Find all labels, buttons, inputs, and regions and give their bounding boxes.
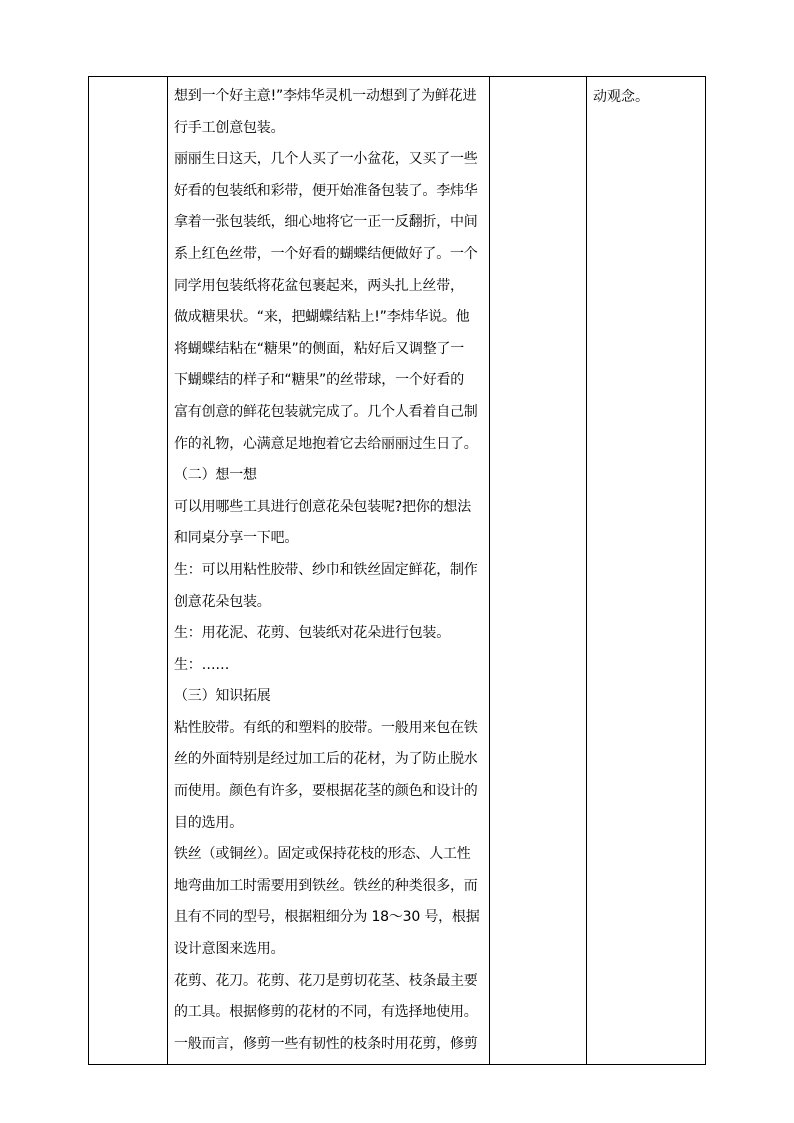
text-line: 粘性胶带。有纸的和塑料的胶带。一般用来包在铁: [174, 719, 478, 736]
text-line: 行手工创意包装。: [174, 119, 285, 136]
text-line: 设计意图来选用。: [174, 941, 285, 958]
text-line: 花剪、花刀。花剪、花刀是剪切花茎、枝条最主要: [174, 972, 478, 989]
column-stage: [89, 77, 168, 1064]
text-line: 富有创意的鲜花包装就完成了。几个人看着自己制: [174, 403, 478, 420]
text-line: 将蝴蝶结粘在“糖果”的侧面，粘好后又调整了一: [174, 340, 465, 357]
text-line: 系上红色丝带，一个好看的蝴蝶结便做好了。一个: [174, 245, 478, 262]
text-line: 和同桌分享一下吧。: [174, 530, 299, 547]
text-line: 地弯曲加工时需要用到铁丝。铁丝的种类很多，而: [174, 877, 478, 894]
text-line: 想到一个好主意!”李炜华灵机一动想到了为鲜花进: [174, 88, 477, 104]
text-line: 丝的外面特别是经过加工后的花材，为了防止脱水: [174, 751, 478, 768]
text-line: 而使用。颜色有许多，要根据花茎的颜色和设计的: [174, 783, 478, 800]
text-line: 一般而言，修剪一些有韧性的枝条时用花剪，修剪: [174, 1035, 478, 1052]
column-student-activity: [490, 77, 587, 1064]
text-line: 生：……: [174, 656, 230, 673]
text-line: （三）知识拓展: [174, 688, 271, 705]
text-line: （二）想一想: [174, 467, 257, 484]
text-line: 同学用包装纸将花盆包裹起来，两头扎上丝带，: [174, 277, 464, 294]
text-line: 且有不同的型号，根据粗细分为 18～30 号，根据: [174, 909, 480, 926]
text-line: 做成糖果状。“来，把蝴蝶结粘上!”李炜华说。他: [174, 309, 470, 326]
lesson-table: [88, 76, 706, 1065]
column-design-intent: [587, 77, 705, 1064]
text-line: 生：可以用粘性胶带、纱巾和铁丝固定鲜花，制作: [174, 561, 478, 578]
text-line: 创意花朵包装。: [174, 593, 271, 610]
text-line: 铁丝（或铜丝）。固定或保持花枝的形态、人工性: [174, 846, 471, 863]
text-line: 下蝴蝶结的样子和“糖果”的丝带球，一个好看的: [174, 372, 465, 389]
text-line: 作的礼物，心满意足地抱着它去给丽丽过生日了。: [174, 435, 478, 452]
text-line: 好看的包装纸和彩带，便开始准备包装了。李炜华: [174, 182, 478, 199]
text-line: 目的选用。: [174, 814, 243, 831]
column-teaching-process: [168, 77, 490, 1064]
text-line: 拿着一张包装纸，细心地将它一正一反翻折，中间: [174, 214, 478, 231]
text-line: 的工具。根据修剪的花材的不同，有选择地使用。: [174, 1004, 478, 1021]
text-line: 丽丽生日这天，几个人买了一小盆花，又买了一些: [174, 151, 478, 168]
text-line: 可以用哪些工具进行创意花朵包装呢?把你的想法: [174, 498, 472, 515]
note-line: 动观念。: [593, 89, 649, 105]
text-line: 生：用花泥、花剪、包装纸对花朵进行包装。: [174, 625, 450, 642]
